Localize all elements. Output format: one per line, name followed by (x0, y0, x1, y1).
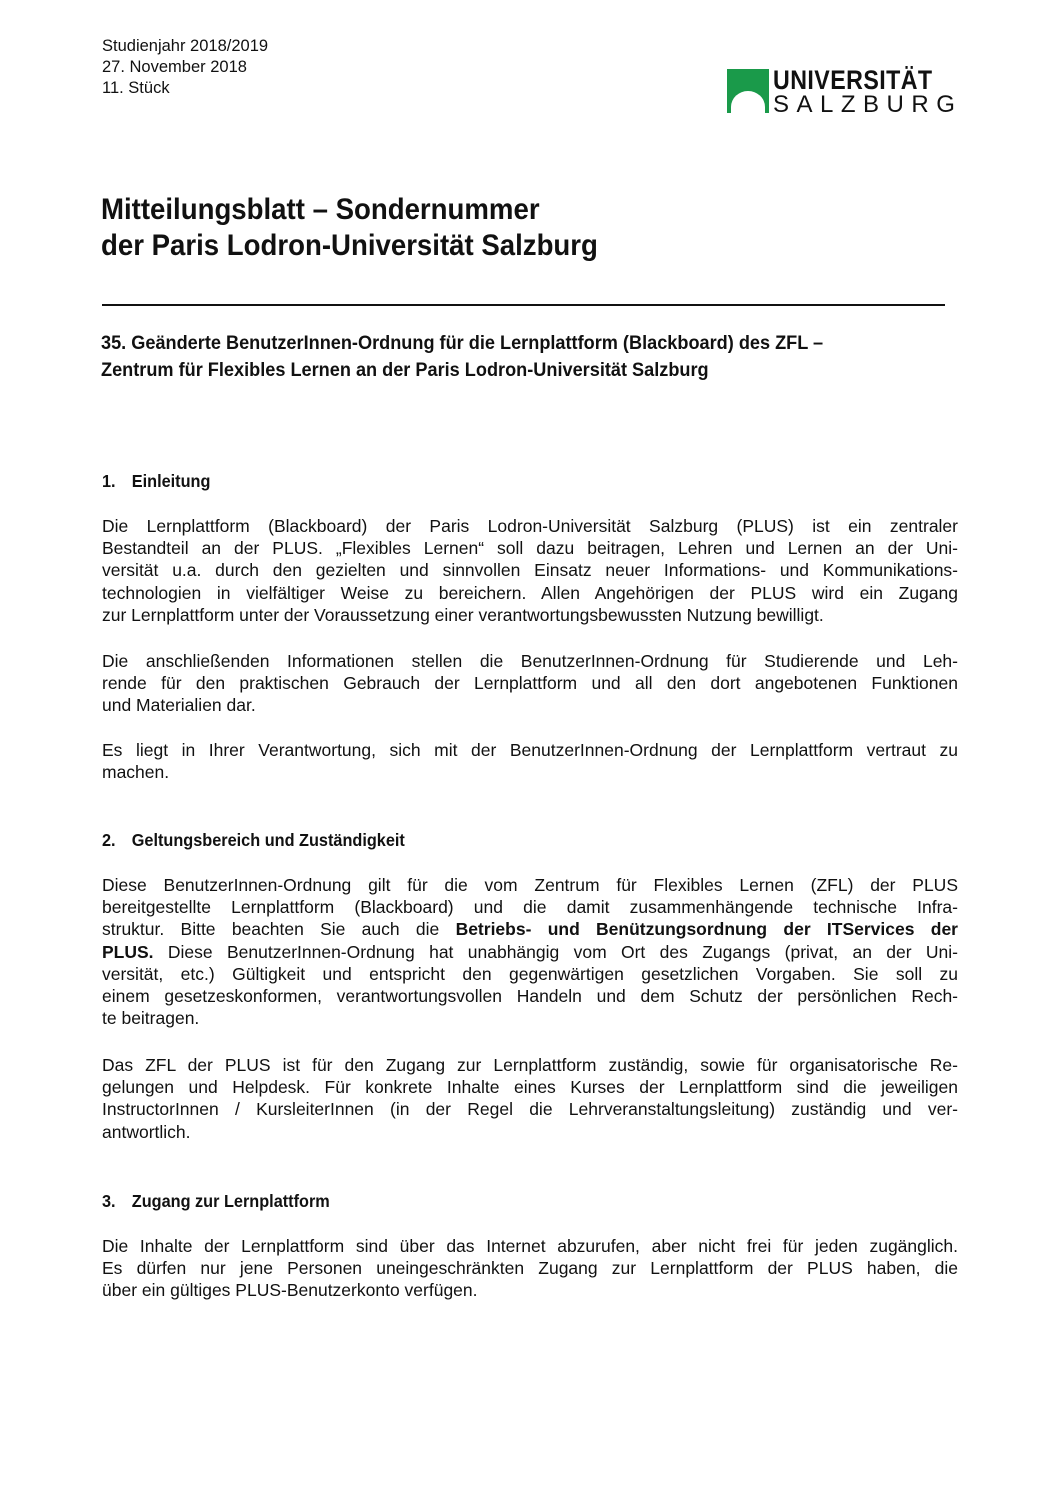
text-line: versität, etc.) Gültigkeit und entspricht den gegenwärtigen gesetzlichen Vorgaben. Sie soll zu (102, 963, 958, 984)
document-subtitle (101, 330, 823, 384)
paragraph (102, 515, 958, 626)
text-line: versität u.a. durch den gezielten und sinnvollen Einsatz neuer Informations- und Kommunikations- (102, 560, 958, 581)
subtitle-line: 35. Geänderte BenutzerInnen-Ordnung für die Lernplattform (Blackboard) des ZFL – (101, 332, 824, 354)
logo-line2: SALZBURG (773, 91, 963, 118)
title-line: der Paris Lodron-Universität Salzburg (101, 229, 598, 262)
section-number: 1. (102, 471, 116, 491)
section-title: Zugang zur Lernplattform (131, 1191, 330, 1211)
text-line: Diese BenutzerInnen-Ordnung gilt für die vom Zentrum für Flexibles Lernen (ZFL) der PLUS (102, 875, 958, 895)
logo-arch-icon (727, 69, 769, 113)
issue-date: 27. November 2018 (102, 58, 247, 76)
academic-year: Studienjahr 2018/2019 (102, 37, 269, 55)
section-heading-2 (102, 829, 405, 851)
text-line: rende für den praktischen Gebrauch der Lernplattform und all den dort angebotenen Funktionen (102, 673, 958, 694)
text-line: te beitragen. (102, 1008, 200, 1029)
paragraph (102, 1235, 958, 1302)
text-line: Die Lernplattform (Blackboard) der Paris Lodron-Universität Salzburg (PLUS) ist ein zentraler (102, 516, 958, 536)
text-line (102, 941, 958, 963)
text-line: über ein gültiges PLUS-Benutzerkonto verfügen. (102, 1280, 478, 1301)
text-line: Es liegt in Ihrer Verantwortung, sich mit der BenutzerInnen-Ordnung der Lernplattform vertraut zu (102, 740, 958, 760)
text-line: antwortlich. (102, 1121, 191, 1142)
section-title: Einleitung (131, 471, 211, 491)
section-number: 3. (102, 1191, 116, 1211)
issue-number: 11. Stück (102, 79, 170, 97)
text-line: Die Inhalte der Lernplattform sind über das Internet abzurufen, aber nicht frei für jeden zugänglich. (102, 1236, 958, 1256)
section-number: 2. (102, 830, 116, 850)
section-heading-1 (102, 470, 210, 492)
text-line: zur Lernplattform unter der Voraussetzung einer verantwortungsbewussten Nutzung bewilligt. (102, 604, 824, 625)
title-divider (102, 304, 945, 306)
paragraph (102, 1054, 958, 1143)
paragraph (102, 739, 958, 783)
text-line: Das ZFL der PLUS ist für den Zugang zur Lernplattform zuständig, sowie für organisatorische Re- (102, 1055, 958, 1075)
paragraph (102, 650, 958, 717)
issue-meta (102, 36, 268, 99)
section-heading-3 (102, 1190, 330, 1212)
text-line (102, 918, 958, 940)
regulation-reference: Betriebs- und Benützungsordnung der ITServices der (455, 919, 958, 940)
text-line: Bestandteil an der PLUS. „Flexibles Lernen“ soll dazu beitragen, Lehren und Lernen an der Uni- (102, 538, 958, 559)
page-title (101, 192, 598, 264)
text-line: und Materialien dar. (102, 695, 256, 716)
text-line: bereitgestellte Lernplattform (Blackboard) und die damit zusammenhängende technische Infra- (102, 897, 958, 918)
section-title: Geltungsbereich und Zuständigkeit (131, 830, 405, 850)
text-run: Diese BenutzerInnen-Ordnung hat unabhängig vom Ort des Zugangs (privat, an der Uni- (153, 941, 958, 962)
title-line: Mitteilungsblatt – Sondernummer (101, 193, 540, 226)
logo-line1: UNIVERSITÄT (773, 65, 933, 95)
paragraph (102, 874, 958, 1029)
text-line: gelungen und Helpdesk. Für konkrete Inhalte eines Kurses der Lernplattform sind die jeweiligen (102, 1077, 958, 1098)
subtitle-line: Zentrum für Flexibles Lernen an der Paris Lodron-Universität Salzburg (101, 359, 709, 381)
text-line: einem gesetzeskonformen, verantwortungsvollen Handeln und dem Schutz der persönlichen Rech- (102, 985, 958, 1006)
text-line: machen. (102, 762, 170, 783)
university-logo (727, 65, 963, 119)
text-line: Es dürfen nur jene Personen uneingeschränkten Zugang zur Lernplattform der PLUS haben, die (102, 1258, 958, 1279)
text-line: InstructorInnen / KursleiterInnen (in der Regel die Lehrveranstaltungsleitung) zuständig und ver- (102, 1099, 958, 1120)
text-run: struktur. Bitte beachten Sie auch die (102, 919, 456, 940)
text-line: technologien in vielfältiger Weise zu bereichern. Allen Angehörigen der PLUS wird ein Zugang (102, 582, 958, 603)
text-line: Die anschließenden Informationen stellen die BenutzerInnen-Ordnung für Studierende und Leh- (102, 651, 958, 671)
regulation-reference-end: PLUS. (102, 941, 154, 962)
